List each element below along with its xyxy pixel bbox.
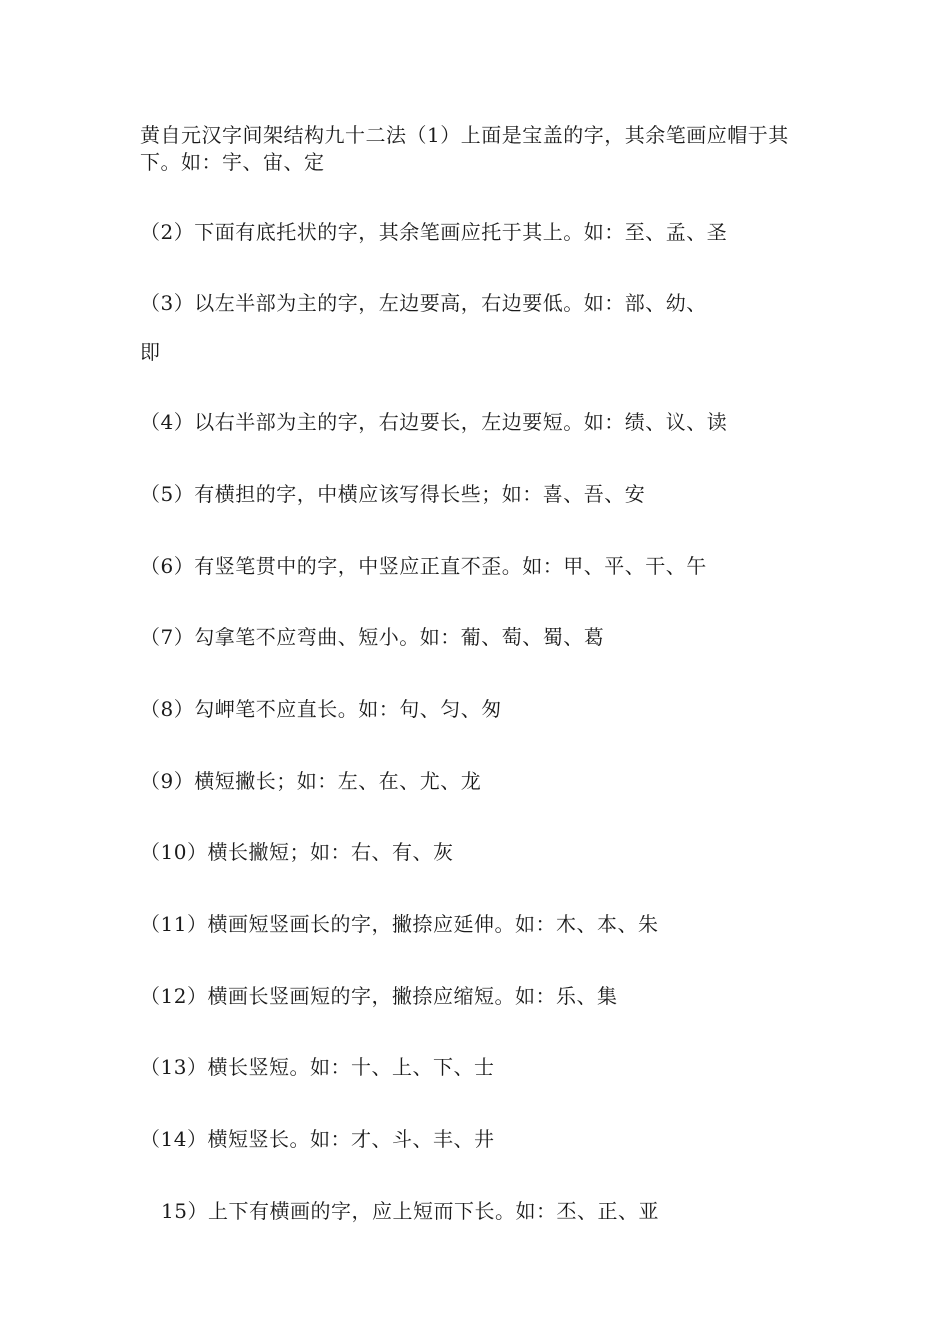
paragraph-7: （7）勾拿笔不应弯曲、短小。如：葡、萄、蜀、葛 [140,625,605,649]
paragraph-5: （5）有横担的字，中横应该写得长些；如：喜、吾、安 [140,482,646,506]
paragraph-15: 15）上下有横画的字，应上短而下长。如：丕、正、亚 [161,1199,659,1223]
paragraph-4: （4）以右半部为主的字，右边要长，左边要短。如：绩、议、读 [140,410,728,434]
paragraph-13: （13）横长竖短。如：十、上、下、士 [140,1055,495,1079]
paragraph-12: （12）横画长竖画短的字，撇捺应缩短。如：乐、集 [140,984,618,1008]
paragraph-2: （2）下面有底托状的字，其余笔画应托于其上。如：至、孟、圣 [140,220,728,244]
paragraph-9: （9）横短撇长；如：左、在、尤、龙 [140,769,482,793]
paragraph-3: （3）以左半部为主的字，左边要高，右边要低。如：部、幼、 [140,291,707,315]
paragraph-14: （14）横短竖长。如：才、斗、丰、井 [140,1127,495,1151]
paragraph-1: 黄自元汉字间架结构九十二法（1）上面是宝盖的字，其余笔画应帽于其下。如：宇、宙、定 [140,123,789,174]
paragraph-3-continued: 即 [140,340,161,364]
paragraph-6: （6）有竖笔贯中的字，中竖应正直不歪。如：甲、平、干、午 [140,554,707,578]
paragraph-10: （10）横长撇短；如：右、有、灰 [140,840,454,864]
paragraph-8: （8）勾岬笔不应直长。如：句、匀、匆 [140,697,502,721]
paragraph-11: （11）横画短竖画长的字，撇捺应延伸。如：木、本、朱 [140,912,659,936]
